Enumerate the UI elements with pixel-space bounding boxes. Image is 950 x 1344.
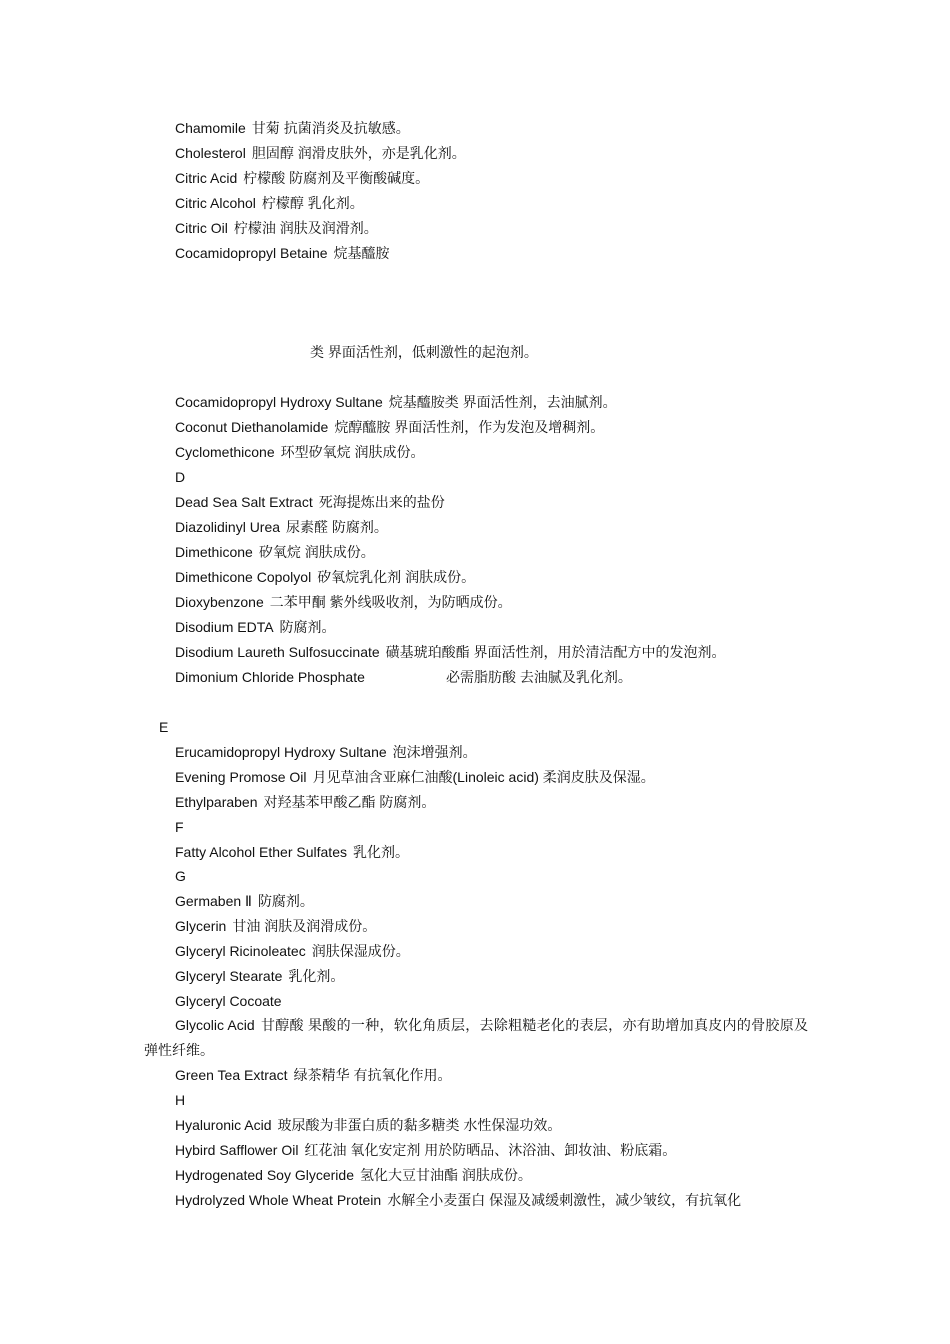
entry-term: Evening Promose Oil — [175, 769, 307, 785]
entry-description: 矽氧烷 润肤成份。 — [258, 544, 375, 560]
entry-term: Disodium Laureth Sulfosuccinate — [175, 644, 380, 660]
section-letter: D — [175, 469, 186, 485]
glossary-entry — [175, 191, 364, 216]
entry-term: Citric Alcohol — [175, 195, 256, 211]
entry-description: 乳化剂。 — [288, 968, 345, 984]
entry-description: 月见草油含亚麻仁油酸(Linoleic acid) 柔润皮肤及保湿。 — [312, 769, 655, 785]
entry-term: Diazolidinyl Urea — [175, 519, 281, 535]
entry-term: Cholesterol — [175, 145, 246, 161]
entry-term: Hydrogenated Soy Glyceride — [175, 1167, 354, 1183]
entry-term: Cocamidopropyl Betaine — [175, 245, 328, 261]
continuation-text: 类 界面活性剂，低刺激性的起泡剂。 — [310, 344, 538, 360]
entry-description: 矽氧烷乳化剂 润肤成份。 — [317, 569, 476, 585]
glossary-entry — [175, 989, 282, 1014]
entry-description: 乳化剂。 — [352, 844, 409, 860]
entry-description: 柠檬酸 防腐剂及平衡酸碱度。 — [243, 170, 430, 186]
glossary-entry — [175, 615, 336, 640]
entry-description: 氢化大豆甘油酯 润肤成份。 — [360, 1167, 532, 1183]
entry-description: 甘菊 抗菌消炎及抗敏感。 — [251, 120, 410, 136]
glossary-entry — [175, 939, 410, 964]
glossary-entry — [175, 166, 429, 191]
glossary-entry — [175, 765, 655, 790]
entry-term: Glycolic Acid — [175, 1017, 255, 1033]
glossary-entry — [175, 640, 726, 665]
entry-description: 润肤保湿成份。 — [311, 943, 410, 959]
glossary-entry — [175, 440, 425, 465]
entry-term: Dioxybenzone — [175, 594, 264, 610]
entry-term: Cocamidopropyl Hydroxy Sultane — [175, 394, 383, 410]
entry-description: 防腐剂。 — [279, 619, 336, 635]
glossary-entry — [175, 390, 617, 415]
entry-term: Cyclomethicone — [175, 444, 275, 460]
entry-description: 甘油 润肤及润滑成份。 — [232, 918, 377, 934]
entry-description: 尿素醛 防腐剂。 — [286, 519, 388, 535]
glossary-entry-wrapped — [144, 1013, 808, 1063]
glossary-entry — [175, 740, 477, 765]
entry-description: 烷基醯胺 — [333, 245, 390, 261]
glossary-entry — [175, 1138, 676, 1163]
entry-description: 柠檬醇 乳化剂。 — [261, 195, 364, 211]
section-letter: G — [175, 868, 186, 884]
entry-description: 烷基醯胺类 界面活性剂，去油腻剂。 — [388, 394, 617, 410]
entry-term: Hyaluronic Acid — [175, 1117, 272, 1133]
glossary-entry — [175, 1188, 741, 1213]
entry-description: 环型矽氧烷 润肤成份。 — [280, 444, 425, 460]
entry-description: 红花油 氧化安定剂 用於防晒品、沐浴油、卸妆油、粉底霜。 — [304, 1142, 677, 1158]
entry-term: Ethylparaben — [175, 794, 258, 810]
entry-term: Glyceryl Stearate — [175, 968, 283, 984]
entry-term: Citric Acid — [175, 170, 238, 186]
entry-description: 柠檬油 润肤及润滑剂。 — [233, 220, 378, 236]
entry-description: 玻尿酸为非蛋白质的黏多糖类 水性保湿功效。 — [277, 1117, 562, 1133]
glossary-entry — [175, 216, 378, 241]
entry-term: Chamomile — [175, 120, 246, 136]
entry-description: 对羟基苯甲酸乙酯 防腐剂。 — [263, 794, 436, 810]
glossary-entry — [175, 590, 512, 615]
section-letter: F — [175, 819, 184, 835]
glossary-entry — [175, 665, 632, 690]
glossary-entry — [175, 116, 410, 141]
glossary-entry — [175, 914, 376, 939]
entry-term: Fatty Alcohol Ether Sulfates — [175, 844, 347, 860]
entry-term: Coconut Diethanolamide — [175, 419, 329, 435]
glossary-entry — [175, 964, 344, 989]
entry-description: 二苯甲酮 紫外线吸收剂，为防晒成份。 — [269, 594, 512, 610]
entry-term: Dimethicone Copolyol — [175, 569, 312, 585]
entry-term: Hybird Safflower Oil — [175, 1142, 299, 1158]
entry-term: Dead Sea Salt Extract — [175, 494, 313, 510]
entry-term: Dimethicone — [175, 544, 253, 560]
entry-description: 水解全小麦蛋白 保湿及减缓刺激性，减少皱纹，有抗氧化 — [387, 1192, 742, 1208]
entry-description: 甘醇酸 果酸的一种，软化角质层，去除粗糙老化的表层，亦有助增加真皮内的骨胶原及弹性纤维。 — [144, 1017, 808, 1058]
entry-term: Glyceryl Ricinoleatec — [175, 943, 306, 959]
section-letter: H — [175, 1092, 186, 1108]
glossary-entry — [175, 790, 435, 815]
section-letter: E — [159, 719, 169, 735]
entry-term: Glycerin — [175, 918, 227, 934]
glossary-entry — [175, 141, 466, 166]
glossary-entry — [175, 1163, 532, 1188]
glossary-entry — [175, 515, 388, 540]
entry-description: 胆固醇 润滑皮肤外，亦是乳化剂。 — [251, 145, 466, 161]
entry-term: Green Tea Extract — [175, 1067, 288, 1083]
entry-description: 烷醇醯胺 界面活性剂，作为发泡及增稠剂。 — [334, 419, 605, 435]
entry-description: 死海提炼出来的盐份 — [318, 494, 445, 510]
entry-description: 必需脂肪酸 去油腻及乳化剂。 — [446, 669, 632, 685]
glossary-entry — [175, 415, 604, 440]
entry-description: 泡沫增强剂。 — [392, 744, 477, 760]
entry-term: Citric Oil — [175, 220, 228, 236]
entry-term: Erucamidopropyl Hydroxy Sultane — [175, 744, 387, 760]
glossary-entry — [175, 565, 475, 590]
glossary-entry — [175, 241, 390, 266]
entry-term: Disodium EDTA — [175, 619, 274, 635]
glossary-entry — [175, 490, 445, 515]
glossary-entry — [175, 840, 409, 865]
entry-description: 磺基琥珀酸酯 界面活性剂，用於清洁配方中的发泡剂。 — [385, 644, 726, 660]
entry-term: Germaben Ⅱ — [175, 893, 252, 909]
entry-description: 防腐剂。 — [257, 893, 314, 909]
glossary-entry — [175, 889, 314, 914]
entry-description: 绿茶精华 有抗氧化作用。 — [293, 1067, 452, 1083]
glossary-entry — [175, 1113, 561, 1138]
entry-term: Hydrolyzed Whole Wheat Protein — [175, 1192, 382, 1208]
glossary-entry — [175, 1063, 451, 1088]
entry-term: Dimonium Chloride Phosphate — [175, 669, 365, 685]
glossary-entry — [175, 540, 375, 565]
entry-term: Glyceryl Cocoate — [175, 993, 282, 1009]
